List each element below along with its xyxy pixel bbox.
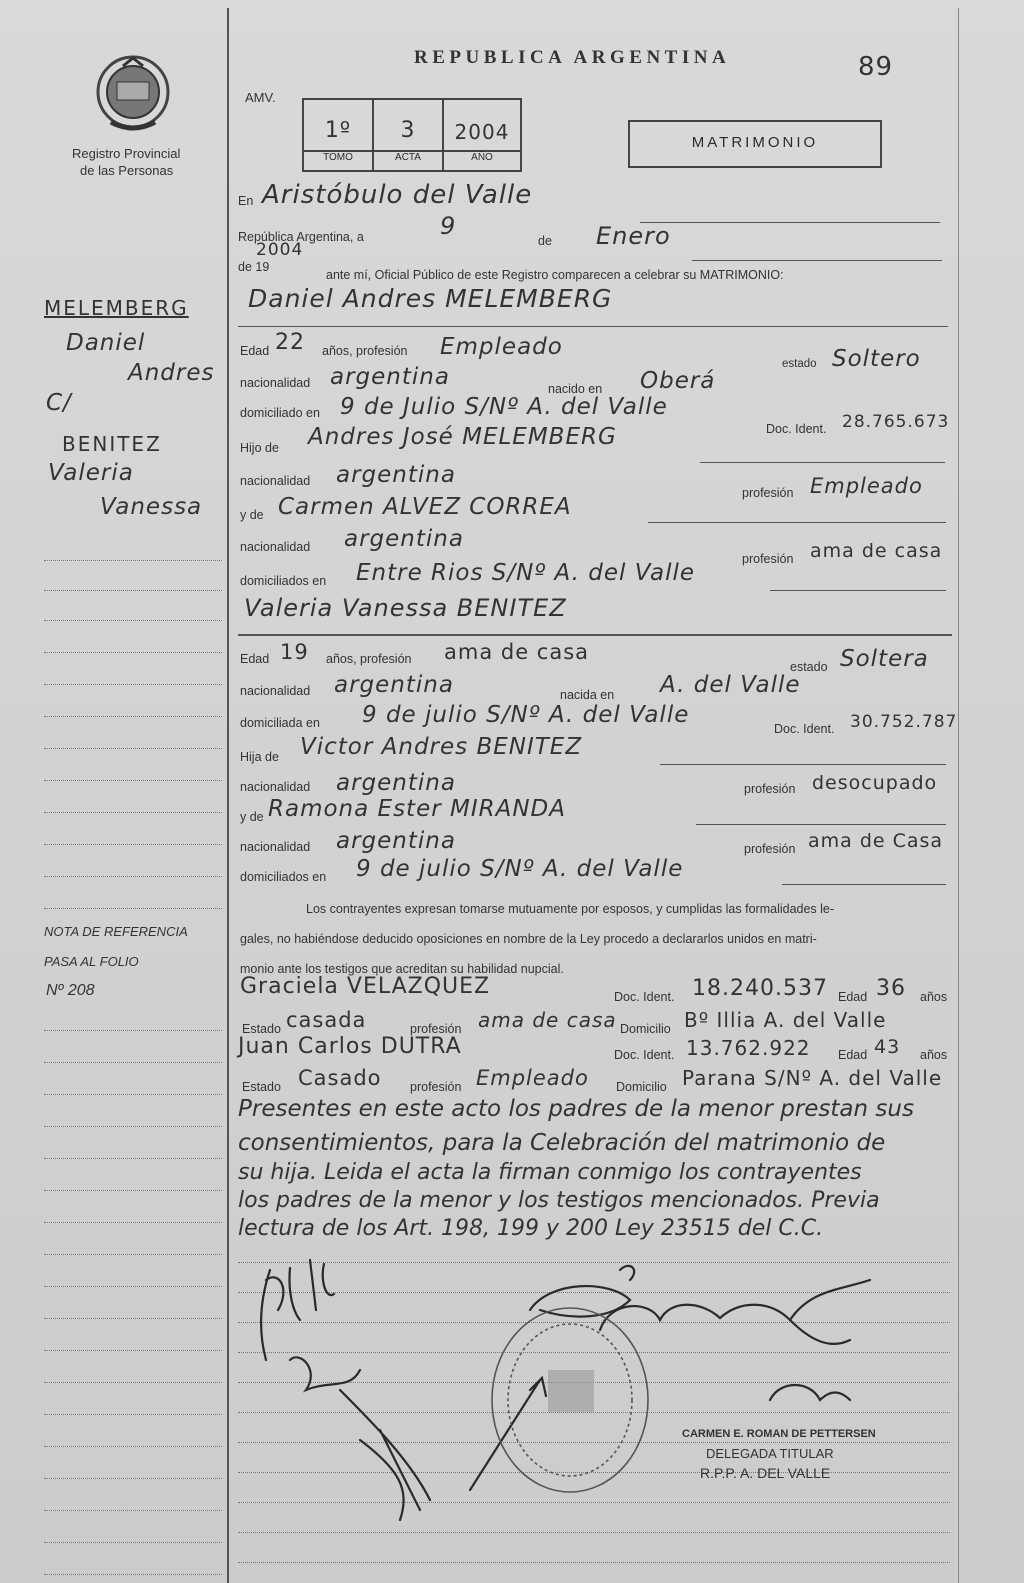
margin-name2a: Valeria xyxy=(48,460,134,486)
groom-father-prof-label: profesión xyxy=(742,486,794,500)
witness1-age: 36 xyxy=(876,976,906,1001)
agency-name-line2: de las Personas xyxy=(80,163,174,178)
notes-line4: los padres de la menor y los testigos mencionados. Previa xyxy=(238,1188,880,1213)
bride-y-de-label: y de xyxy=(240,810,264,824)
bride-hija-label: Hija de xyxy=(240,750,279,764)
witness1-address: Bº Illia A. del Valle xyxy=(684,1008,887,1032)
acta-value: 3 xyxy=(400,118,416,143)
tomo-value: 1º xyxy=(324,118,352,143)
groom-mother-nationality: argentina xyxy=(344,526,464,552)
left-border-line xyxy=(227,8,229,1583)
witness2-dom-label: Domicilio xyxy=(616,1080,667,1094)
margin-surname1: MELEMBERG xyxy=(44,296,189,320)
bride-age: 19 xyxy=(280,640,309,664)
en-label: En xyxy=(238,194,254,208)
officer-office: R.P.P. A. DEL VALLE xyxy=(700,1465,831,1481)
groom-father-profession: Empleado xyxy=(810,474,923,498)
witness2-address: Parana S/Nº A. del Valle xyxy=(682,1066,943,1090)
groom-civil-status: Soltero xyxy=(832,346,921,372)
groom-parents-dom-label: domiciliados en xyxy=(240,574,327,588)
bride-father-nationality: argentina xyxy=(336,770,456,796)
record-type-box xyxy=(628,120,882,168)
groom-edad-label: Edad xyxy=(240,344,270,358)
groom-y-de-label: y de xyxy=(240,508,264,522)
signatures-drawing xyxy=(230,1240,950,1540)
witness1-anos-label: años xyxy=(920,990,948,1004)
bride-father-profession: desocupado xyxy=(812,772,938,794)
margin-note-line3: Nº 208 xyxy=(46,982,95,999)
groom-dom-label: domiciliado en xyxy=(240,406,320,420)
officer-title: DELEGADA TITULAR xyxy=(706,1446,834,1461)
groom-anos-prof-label: años, profesión xyxy=(322,344,408,358)
ano-label: AÑO xyxy=(471,152,493,163)
bride-nationality: argentina xyxy=(334,672,454,698)
bride-estado-label: estado xyxy=(790,660,828,674)
groom-parents-address: Entre Rios S/Nº A. del Valle xyxy=(356,560,696,586)
tomo-label: TOMO xyxy=(323,152,353,163)
groom-mother: Carmen ALVEZ CORREA xyxy=(278,494,572,520)
witness2-status: Casado xyxy=(298,1066,382,1090)
declaration-line2: gales, no habiéndose deducido oposiciones en nombre de la Ley procedo a declararlos unidos en matri- xyxy=(240,932,817,946)
bride-father-nat-label: nacionalidad xyxy=(240,780,311,794)
witness1-dom-label: Domicilio xyxy=(620,1022,671,1036)
witness1-status: casada xyxy=(286,1008,367,1032)
margin-note-line2: PASA AL FOLIO xyxy=(44,954,139,969)
right-border-line xyxy=(958,8,959,1583)
year-prefix-label: de 19 xyxy=(238,260,270,274)
notes-line3: su hija. Leida el acta la firman conmigo los contrayentes xyxy=(238,1160,862,1185)
bride-nat-label: nacionalidad xyxy=(240,684,311,698)
margin-note-line1: NOTA DE REFERENCIA xyxy=(44,924,188,939)
bride-mother-profession: ama de Casa xyxy=(808,830,944,852)
notes-line5: lectura de los Art. 198, 199 y 200 Ley 23515 del C.C. xyxy=(238,1216,824,1241)
bride-nacida-label: nacida en xyxy=(560,688,615,702)
margin-surname2: BENITEZ xyxy=(62,432,162,456)
witness2-age: 43 xyxy=(874,1036,901,1058)
de-label: de xyxy=(538,234,552,248)
bride-father-prof-label: profesión xyxy=(744,782,796,796)
month-value: Enero xyxy=(596,222,671,250)
notes-line1: Presentes en este acto los padres de la menor prestan sus xyxy=(238,1096,914,1122)
margin-name1b: Andres xyxy=(128,360,215,386)
groom-doc: 28.765.673 xyxy=(842,412,950,432)
place-value: Aristóbulo del Valle xyxy=(262,180,533,210)
groom-nat-label: nacionalidad xyxy=(240,376,311,390)
registry-number-box xyxy=(302,98,522,172)
witness1-prof-label: profesión xyxy=(410,1022,462,1036)
groom-hijo-label: Hijo de xyxy=(240,441,279,455)
margin-conj: C/ xyxy=(46,390,72,416)
year-value: 2004 xyxy=(256,240,304,260)
amv-label: AMV. xyxy=(245,90,276,105)
groom-father: Andres José MELEMBERG xyxy=(308,424,617,450)
witness2-doc-label: Doc. Ident. xyxy=(614,1048,675,1062)
witness2-edad-label: Edad xyxy=(838,1048,868,1062)
bride-mother: Ramona Ester MIRANDA xyxy=(268,796,566,822)
witness1-profession: ama de casa xyxy=(478,1008,617,1032)
witness2-estado-label: Estado xyxy=(242,1080,281,1094)
groom-birthplace: Oberá xyxy=(640,368,716,394)
notes-line2: consentimientos, para la Celebración del matrimonio de xyxy=(238,1130,886,1156)
bride-anos-prof-label: años, profesión xyxy=(326,652,412,666)
bride-mother-nationality: argentina xyxy=(336,828,456,854)
groom-mother-nat-label: nacionalidad xyxy=(240,540,311,554)
groom-full-name: Daniel Andres MELEMBERG xyxy=(248,284,613,313)
bride-birthplace: A. del Valle xyxy=(660,672,801,698)
bride-civil-status: Soltera xyxy=(840,646,929,672)
witness2-doc: 13.762.922 xyxy=(686,1036,811,1060)
bride-parents-address: 9 de julio S/Nº A. del Valle xyxy=(356,856,684,882)
bride-parents-dom-label: domiciliados en xyxy=(240,870,327,884)
bride-doc: 30.752.787 xyxy=(850,712,958,732)
bride-mother-nat-label: nacionalidad xyxy=(240,840,311,854)
record-type-label: MATRIMONIO xyxy=(691,134,819,151)
bride-doc-label: Doc. Ident. xyxy=(774,722,835,736)
groom-father-nationality: argentina xyxy=(336,462,456,488)
witness1-doc: 18.240.537 xyxy=(692,976,828,1001)
groom-nacido-label: nacido en xyxy=(548,382,603,396)
witness1-doc-label: Doc. Ident. xyxy=(614,990,675,1004)
statement-text: ante mí, Oficial Público de este Registro comparecen a celebrar su MATRIMONIO: xyxy=(326,268,784,282)
groom-mother-profession: ama de casa xyxy=(810,540,943,562)
provincial-emblem-icon xyxy=(93,52,173,134)
day-value: 9 xyxy=(440,212,457,240)
declaration-line3: monio ante los testigos que acreditan su habilidad nupcial. xyxy=(240,962,564,976)
page-number: 89 xyxy=(858,52,894,82)
officer-name: CARMEN E. ROMAN DE PETTERSEN xyxy=(682,1428,876,1440)
witness1-edad-label: Edad xyxy=(838,990,868,1004)
witness2-profession: Empleado xyxy=(476,1066,589,1090)
bride-dom-label: domiciliada en xyxy=(240,716,320,730)
groom-nationality: argentina xyxy=(330,364,450,390)
witness2-prof-label: profesión xyxy=(410,1080,462,1094)
bride-profession: ama de casa xyxy=(444,640,590,664)
agency-name-line1: Registro Provincial xyxy=(72,146,181,161)
margin-name1a: Daniel xyxy=(66,330,146,356)
groom-age: 22 xyxy=(275,330,305,355)
witness1-name: Graciela VELAZQUEZ xyxy=(240,974,491,999)
ano-value: 2004 xyxy=(454,120,510,144)
margin-name2b: Vanessa xyxy=(100,494,203,520)
groom-estado-label: estado xyxy=(782,358,817,370)
acta-label: ACTA xyxy=(395,152,421,163)
bride-mother-prof-label: profesión xyxy=(744,842,796,856)
bride-full-name: Valeria Vanessa BENITEZ xyxy=(244,594,567,622)
bride-edad-label: Edad xyxy=(240,652,270,666)
republica-label: República Argentina, a xyxy=(238,230,364,244)
groom-profession: Empleado xyxy=(440,334,563,360)
groom-address: 9 de Julio S/Nº A. del Valle xyxy=(340,394,668,420)
declaration-line1: Los contrayentes expresan tomarse mutuamente por esposos, y cumplidas las formalidades le- xyxy=(306,902,835,916)
groom-father-nat-label: nacionalidad xyxy=(240,474,311,488)
bride-father: Victor Andres BENITEZ xyxy=(300,734,583,760)
bride-address: 9 de julio S/Nº A. del Valle xyxy=(362,702,690,728)
groom-doc-label: Doc. Ident. xyxy=(766,422,827,436)
witness2-name: Juan Carlos DUTRA xyxy=(238,1034,462,1059)
witness1-estado-label: Estado xyxy=(242,1022,281,1036)
groom-mother-prof-label: profesión xyxy=(742,552,794,566)
country-title: REPUBLICA ARGENTINA xyxy=(414,47,731,68)
witness2-anos-label: años xyxy=(920,1048,948,1062)
